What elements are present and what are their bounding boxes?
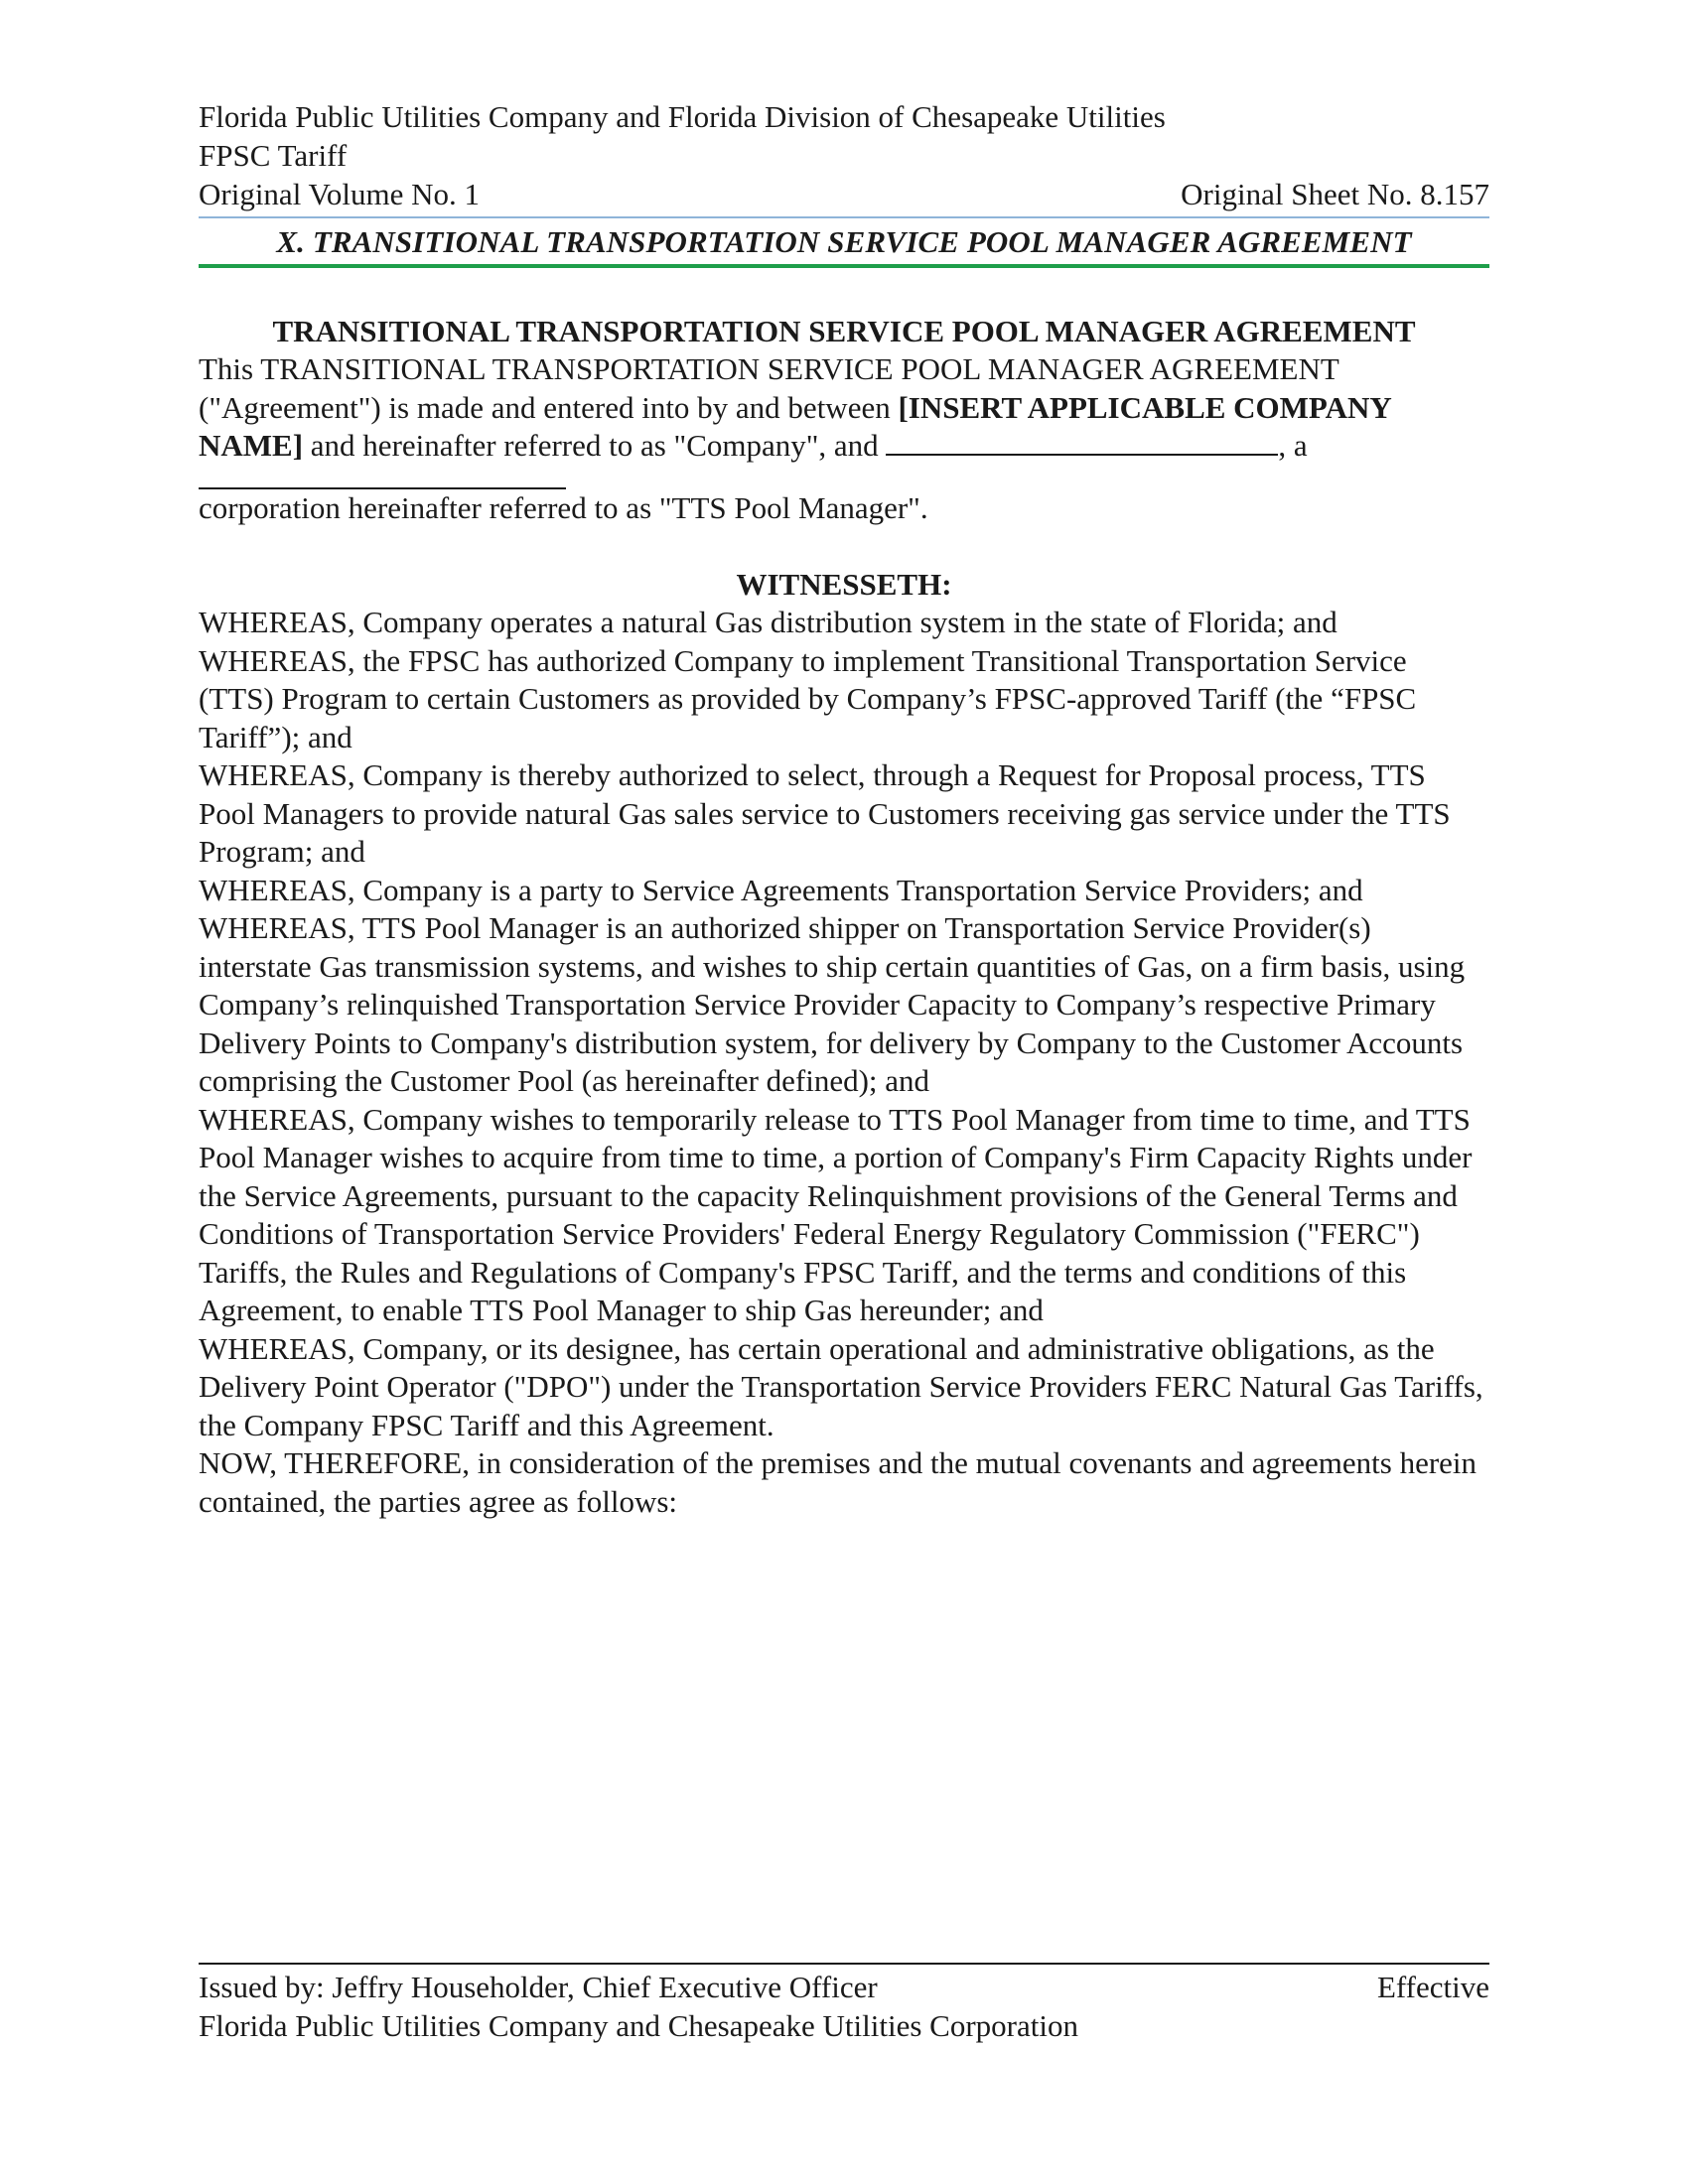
header-tariff-line: FPSC Tariff (199, 138, 348, 173)
header-volume: Original Volume No. 1 (199, 177, 481, 211)
intro-text-3: , a (1278, 428, 1308, 463)
header-sheet-number: Original Sheet No. 8.157 (1181, 177, 1489, 211)
now-therefore-paragraph: NOW, THEREFORE, in consideration of the premises and the mutual covenants and agreements herein contained, the parties agree as follows: (199, 1445, 1477, 1519)
header-volume-row (199, 175, 1489, 213)
header-blue-rule (199, 216, 1489, 218)
header-company-line: Florida Public Utilities Company and Florida Division of Chesapeake Utilities (199, 99, 1166, 134)
whereas-paragraph: WHEREAS, Company is a party to Service Agreements Transportation Service Providers; and (199, 872, 1363, 907)
pool-manager-name-blank (886, 432, 1278, 456)
intro-text-2: and hereinafter referred to as "Company", and (303, 428, 887, 463)
footer-issued-by: Issued by: Jeffry Householder, Chief Executive Officer (199, 1970, 878, 2004)
page-footer (199, 1963, 1489, 2045)
whereas-paragraph: WHEREAS, Company operates a natural Gas distribution system in the state of Florida; and (199, 605, 1337, 639)
intro-text-1: This TRANSITIONAL TRANSPORTATION SERVICE POOL MANAGER AGREEMENT ("Agreement") is made and entered into by and between (199, 351, 1339, 425)
whereas-paragraph: WHEREAS, Company is thereby authorized to select, through a Request for Proposal process, TTS Pool Managers to provide natural Gas sales service to Customers receiving gas service under the TTS Program; and (199, 757, 1451, 869)
footer-company: Florida Public Utilities Company and Chesapeake Utilities Corporation (199, 2008, 1078, 2043)
whereas-paragraph: WHEREAS, Company, or its designee, has certain operational and administrative obligations, as the Delivery Point Operator ("DPO") under the Transportation Service Providers FERC Natural Gas Tariffs, the Company FPSC Tariff and this Agreement. (199, 1330, 1483, 1442)
footer-rule (199, 1963, 1489, 1965)
section-title: X. TRANSITIONAL TRANSPORTATION SERVICE POOL MANAGER AGREEMENT (276, 224, 1412, 259)
whereas-paragraph: WHEREAS, TTS Pool Manager is an authorized shipper on Transportation Service Provider(s) interstate Gas transmission systems, and wishes to ship certain quantities of Gas, on a firm basis, using Company’s relinquished Transportation Service Provider Capacity to Company’s respective Primary Delivery Points to Company's distribution system, for delivery by Company to the Customer Accounts comprising the Customer Pool (as hereinafter defined); and (199, 910, 1466, 1098)
header-green-rule (199, 264, 1489, 268)
whereas-paragraph: WHEREAS, the FPSC has authorized Company to implement Transitional Transportation Service (TTS) Program to certain Customers as provided by Company’s FPSC-approved Tariff (the “FPSC Tariff”); and (199, 642, 1417, 754)
intro-company-name-placeholder: [INSERT APPLICABLE COMPANY NAME] (199, 389, 1391, 463)
whereas-paragraph: WHEREAS, Company wishes to temporarily release to TTS Pool Manager from time to time, and TTS Pool Manager wishes to acquire from time to time, a portion of Company's Firm Capacity Rights under the Service Agreements, pursuant to the capacity Relinquishment provisions of the General Terms and Conditions of Transportation Service Providers' Federal Energy Regulatory Commission ("FERC") Tariffs, the Rules and Regulations of Company's FPSC Tariff, and the terms and conditions of this Agreement, to enable TTS Pool Manager to ship Gas hereunder; and (199, 1101, 1473, 1327)
intro-continuation: corporation hereinafter referred to as "TTS Pool Manager". (199, 489, 928, 525)
agreement-title: TRANSITIONAL TRANSPORTATION SERVICE POOL MANAGER AGREEMENT (272, 314, 1416, 348)
footer-effective: Effective (1376, 1970, 1489, 2004)
document-page (199, 97, 1489, 1521)
footer-issued-row (199, 1968, 1489, 2006)
intro-paragraph (199, 350, 1489, 466)
witnesseth-heading: WITNESSETH: (736, 567, 952, 602)
